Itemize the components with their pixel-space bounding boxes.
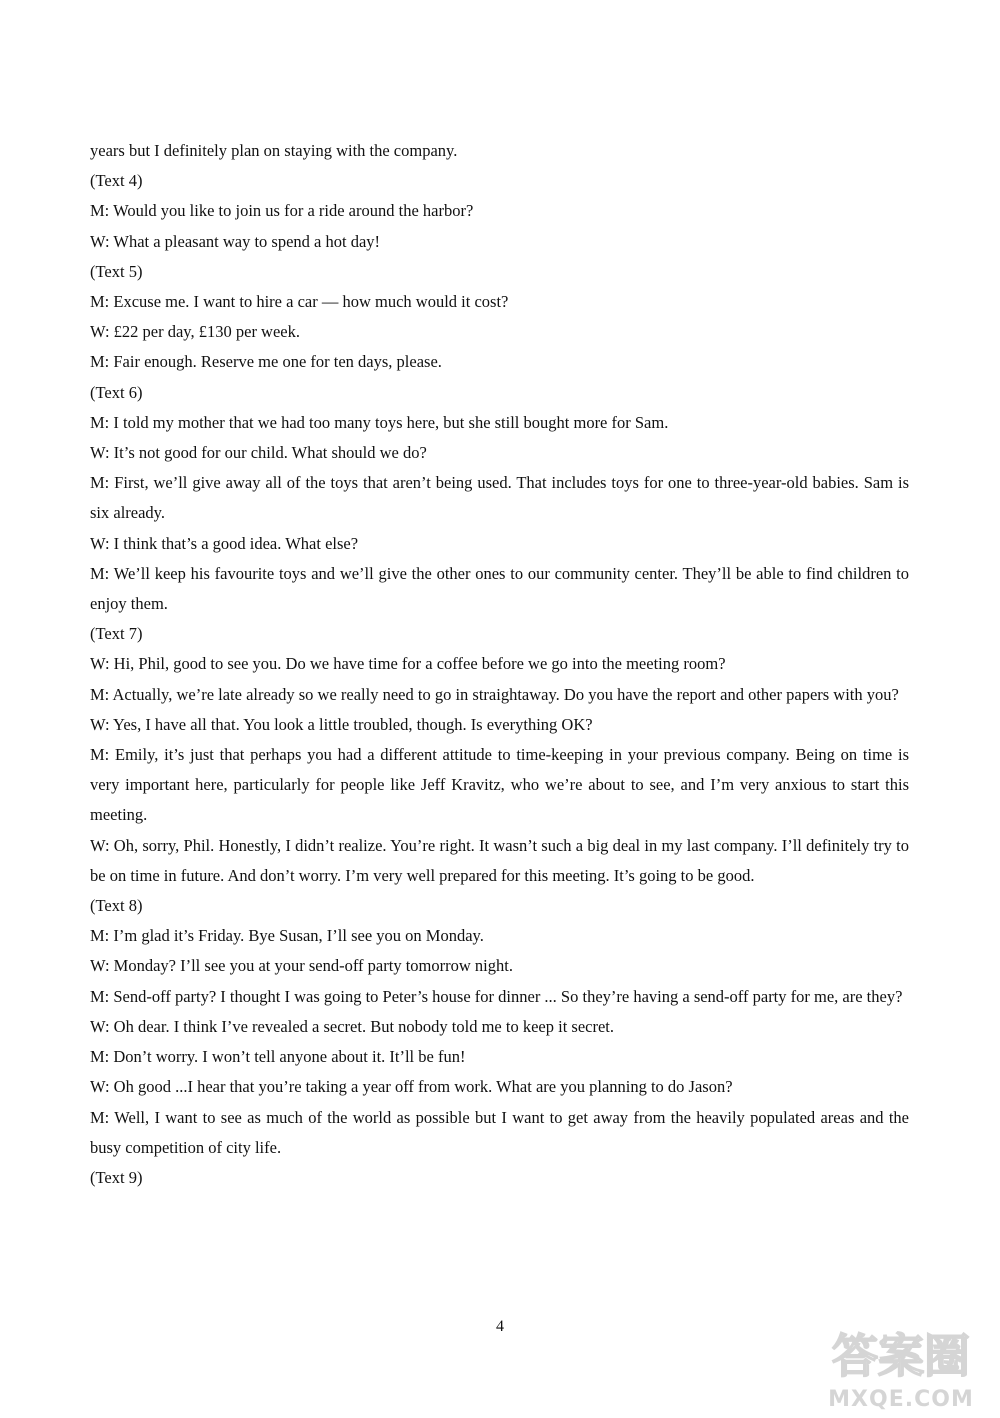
dialogue-line: W: £22 per day, £130 per week. xyxy=(90,322,300,342)
section-label-text-8: (Text 8) xyxy=(90,896,143,916)
dialogue-line: M: Excuse me. I want to hire a car — how much would it cost? xyxy=(90,292,509,312)
section-label-text-7: (Text 7) xyxy=(90,624,143,644)
dialogue-line: W: Monday? I’ll see you at your send-off party tomorrow night. xyxy=(90,956,513,976)
dialogue-line: W: Yes, I have all that. You look a little troubled, though. Is everything OK? xyxy=(90,714,593,734)
section-label-text-9: (Text 9) xyxy=(90,1167,143,1187)
dialogue-line: W: Oh, sorry, Phil. Honestly, I didn’t realize. You’re right. It wasn’t such a big deal in my last company. I’ll definitely try to be on time in future. And don’t worry. I’m very well prepared for this meeting. It’s going to be good. xyxy=(90,835,909,885)
watermark-logo xyxy=(816,1326,986,1412)
watermark-glyph-text: 答案圈 xyxy=(832,1329,970,1383)
section-label-text-4: (Text 4) xyxy=(90,171,143,191)
dialogue-line: W: It’s not good for our child. What should we do? xyxy=(90,443,427,463)
section-label-text-6: (Text 6) xyxy=(90,382,143,402)
dialogue-line: M: Don’t worry. I won’t tell anyone about it. It’ll be fun! xyxy=(90,1047,466,1067)
dialogue-line: W: What a pleasant way to spend a hot day! xyxy=(90,231,381,251)
dialogue-line: W: Oh dear. I think I’ve revealed a secret. But nobody told me to keep it secret. xyxy=(90,1016,614,1036)
dialogue-line: M: Fair enough. Reserve me one for ten days, please. xyxy=(90,352,442,372)
dialogue-line: M: I’m glad it’s Friday. Bye Susan, I’ll see you on Monday. xyxy=(90,926,484,946)
dialogue-line: M: We’ll keep his favourite toys and we’ll give the other ones to our community center. They’ll be able to find children to enjoy them. xyxy=(90,563,909,614)
document-body xyxy=(90,136,909,1193)
dialogue-line: W: Oh good ...I hear that you’re taking a year off from work. What are you planning to do Jason? xyxy=(90,1077,733,1097)
dialogue-line: M: I told my mother that we had too many toys here, but she still bought more for Sam. xyxy=(90,412,669,432)
dialogue-line: M: Actually, we’re late already so we really need to go in straightaway. Do you have the report and other papers with you? xyxy=(90,684,899,704)
watermark-text: MXQE.COM xyxy=(828,1387,974,1412)
dialogue-line: M: Emily, it’s just that perhaps you had a different attitude to time-keeping in your previous company. Being on time is very important here, particularly for people like Jeff Kravitz, who we’re about to see, and I’m very anxious to start this meeting. xyxy=(90,745,909,825)
dialogue-line: M: Well, I want to see as much of the world as possible but I want to get away from the heavily populated areas and the busy competition of city life. xyxy=(90,1107,909,1157)
text-line: years but I definitely plan on staying with the company. xyxy=(90,141,458,160)
section-label-text-5: (Text 5) xyxy=(90,261,143,281)
dialogue-line: M: Send-off party? I thought I was going to Peter’s house for dinner ... So they’re having a send-off party for me, are they? xyxy=(90,986,903,1006)
dialogue-line: M: Would you like to join us for a ride around the harbor? xyxy=(90,201,474,221)
page-number: 4 xyxy=(496,1318,504,1335)
watermark-glyphs xyxy=(816,1326,986,1384)
dialogue-line: W: I think that’s a good idea. What else? xyxy=(90,533,359,553)
dialogue-line: W: Hi, Phil, good to see you. Do we have time for a coffee before we go into the meeting room? xyxy=(90,654,726,674)
dialogue-line: M: First, we’ll give away all of the toys that aren’t being used. That includes toys for one to three-year-old babies. Sam is six already. xyxy=(90,473,909,523)
